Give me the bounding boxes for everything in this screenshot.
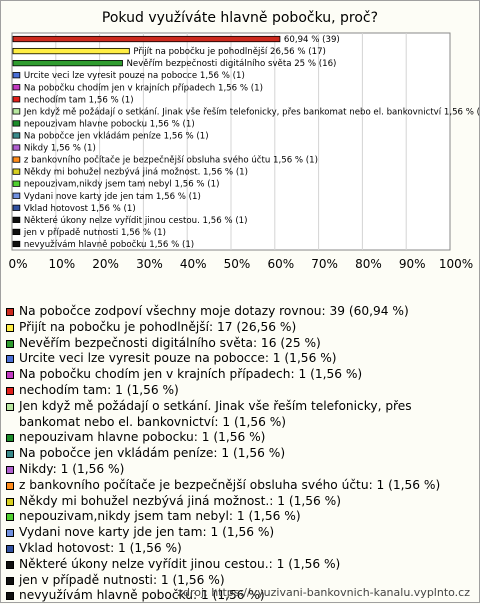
legend-item (6, 462, 472, 478)
x-tick-label: 0% (8, 257, 27, 271)
bar-label: z bankovního počítače je bezpečnější obsluha svého účtu 1,56 % (1) (24, 155, 318, 166)
legend-swatch (6, 450, 14, 458)
legend-label: z bankovního počítače je bezpečnější obsluha svého účtu: 1 (1,56 %) (19, 478, 440, 492)
x-tick-label: 90% (399, 257, 426, 271)
legend-label: Nevěřím bezpečnosti digitálního světa: 16 (25 %) (19, 336, 321, 350)
bar (13, 145, 20, 150)
legend-swatch (6, 561, 14, 569)
bar-label: nepouzivam hlavne pobocku 1,56 % (1) (24, 119, 195, 129)
legend-item (6, 446, 472, 462)
legend-label: nepouzivam,nikdy jsem tam nebyl: 1 (1,56 %) (19, 509, 301, 523)
legend-swatch (6, 498, 14, 506)
legend-swatch (6, 577, 14, 585)
legend-item (6, 509, 472, 525)
bar-label: Přijít na pobočku je pohodlnější 26,56 % (17) (133, 46, 326, 57)
bar-label: Na pobočku chodím jen v krajních případech 1,56 % (1) (24, 82, 263, 93)
bar-label: Na pobočce jen vkládám peníze 1,56 % (1) (24, 130, 209, 141)
bar-label: Někdy mi bohužel nezbývá jiná možnost. 1,56 % (1) (24, 167, 248, 178)
x-tick-label: 20% (92, 257, 119, 271)
bar (13, 217, 20, 222)
legend-item (6, 383, 472, 399)
legend-item (6, 367, 472, 383)
legend-swatch (6, 308, 14, 316)
legend-swatch (6, 482, 14, 490)
x-tick-label: 30% (136, 257, 163, 271)
x-tick-label: 100% (439, 257, 473, 271)
x-tick-label: 40% (180, 257, 207, 271)
bar-label: Nikdy 1,56 % (1) (24, 144, 96, 154)
legend-item (6, 430, 472, 446)
bar (13, 157, 20, 162)
legend-swatch (6, 545, 14, 553)
bar-label: Vklad hotovost 1,56 % (1) (24, 204, 136, 214)
legend-swatch (6, 592, 14, 600)
legend-label: nepouzivam hlavne pobocku: 1 (1,56 %) (19, 430, 265, 444)
legend-label: Některé úkony nelze vyřídit jinou cestou.: 1 (1,56 %) (19, 557, 340, 571)
bar (13, 97, 20, 102)
bar (13, 72, 20, 77)
legend-label: Na pobočku chodím jen v krajních případech: 1 (1,56 %) (19, 367, 362, 381)
legend-label: Na pobočce zodpoví všechny moje dotazy rovnou: 39 (60,94 %) (19, 304, 409, 318)
bar (13, 60, 123, 65)
legend-label: Jen když mě požádají o setkání. Jinak vše řeším telefonicky, přes bankomat nebo el. bankovnictví: 1 (1,56 %) (19, 399, 412, 429)
legend-label: Někdy mi bohužel nezbývá jiná možnost.: 1 (1,56 %) (19, 494, 341, 508)
bar-label: jen v případě nutnosti 1,56 % (1) (23, 227, 166, 238)
bar (13, 121, 20, 126)
legend-label: Na pobočce jen vkládám peníze: 1 (1,56 %) (19, 446, 285, 460)
bar (13, 181, 20, 186)
legend-item (6, 494, 472, 510)
legend-item (6, 320, 472, 336)
bar (13, 109, 20, 114)
legend-label: nechodím tam: 1 (1,56 %) (19, 383, 179, 397)
bar (13, 229, 20, 234)
bar (13, 36, 280, 41)
x-tick-label: 70% (311, 257, 338, 271)
legend-item (6, 399, 472, 431)
bar (13, 133, 20, 138)
bar (13, 48, 129, 53)
legend-swatch (6, 324, 14, 332)
legend-item (6, 351, 472, 367)
bar-label: Některé úkony nelze vyřídit jinou cestou. 1,56 % (1) (24, 215, 248, 226)
bar-label: Jen když mě požádají o setkání. Jinak vše řeším telefonicky, přes bankomat nebo el. bankovnictví 1,56 % (1) (23, 106, 480, 117)
bar (13, 85, 20, 90)
bar-chart (0, 0, 480, 300)
bar-label: nepouzivam,nikdy jsem tam nebyl 1,56 % (1) (24, 180, 220, 190)
legend-label: Přijít na pobočku je pohodlnější: 17 (26,56 %) (19, 320, 296, 334)
legend-label: jen v případě nutnosti: 1 (1,56 %) (19, 573, 225, 587)
bar (13, 193, 20, 198)
legend-item (6, 304, 472, 320)
legend-item (6, 525, 472, 541)
legend-swatch (6, 340, 14, 348)
legend-swatch (6, 403, 14, 411)
bar (13, 205, 20, 210)
legend-label: Urcite veci lze vyresit pouze na pobocce: 1 (1,56 %) (19, 351, 337, 365)
bar (13, 241, 20, 246)
legend-label: Vklad hotovost: 1 (1,56 %) (19, 541, 182, 555)
legend-swatch (6, 355, 14, 363)
bar-label: nechodím tam 1,56 % (1) (24, 95, 134, 105)
x-tick-label: 80% (355, 257, 382, 271)
legend-swatch (6, 513, 14, 521)
bar-label: Urcite veci lze vyresit pouze na pobocce 1,56 % (1) (24, 71, 245, 81)
bar-label: Vydani nove karty jde jen tam 1,56 % (1) (24, 192, 201, 202)
x-tick-label: 50% (224, 257, 251, 271)
legend-swatch (6, 466, 14, 474)
x-tick-label: 60% (267, 257, 294, 271)
bar-label: nevyužívám hlavně pobočku 1,56 % (1) (24, 239, 194, 250)
legend-item (6, 478, 472, 494)
legend-swatch (6, 371, 14, 379)
legend-item (6, 336, 472, 352)
bar-label: 60,94 % (39) (284, 35, 340, 45)
legend-label: Vydani nove karty jde jen tam: 1 (1,56 %) (19, 525, 274, 539)
legend-swatch (6, 387, 14, 395)
chart-title: Pokud využíváte hlavně pobočku, proč? (0, 10, 480, 26)
source-link[interactable]: zdroj: https://vyuzivani-bankovnich-kanalu.vyplnto.cz (177, 586, 470, 599)
legend-label: Nikdy: 1 (1,56 %) (19, 462, 124, 476)
bar (13, 169, 20, 174)
legend-swatch (6, 529, 14, 537)
x-tick-label: 10% (48, 257, 75, 271)
legend-label: nevyužívám hlavně pobočku: 1 (1,56 %) (19, 588, 265, 602)
legend-item (6, 541, 472, 557)
bar-label: Nevěřím bezpečnosti digitálního světa 25 % (16) (127, 58, 337, 69)
legend-item (6, 557, 472, 573)
chart-legend (6, 304, 472, 604)
legend-swatch (6, 434, 14, 442)
